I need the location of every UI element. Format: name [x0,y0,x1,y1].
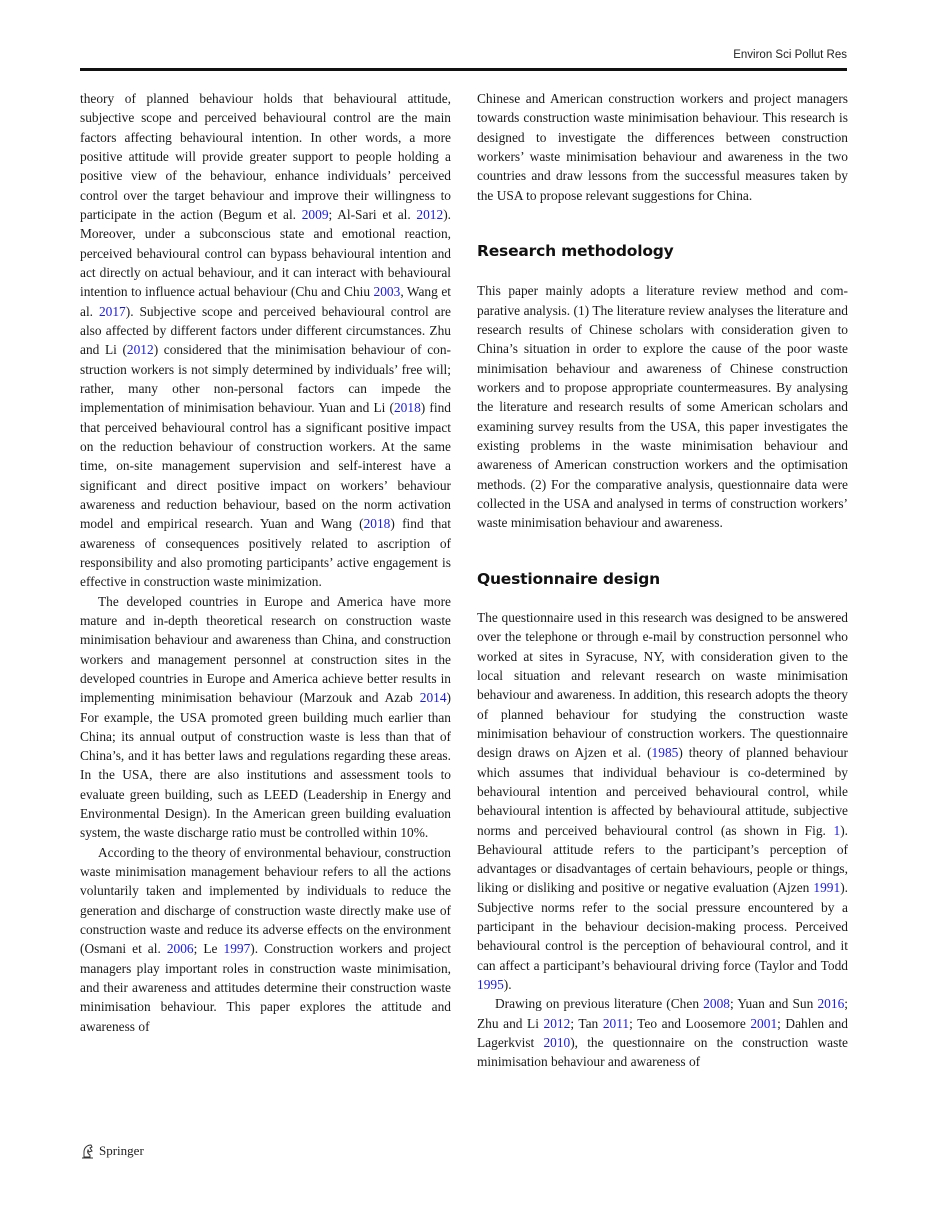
publisher-name: Springer [99,1143,144,1158]
paragraph: The developed countries in Europe and America have more mature and in-depth theoretical research on construction waste minimisation behaviour and awareness than China, and construction workers and management personnel at construction sites in the developed countries in Europe and America achieve better results in implementing minimisation behaviour (Marzouk and Azab 2014) For example, the USA promoted green building much earlier than China; its annual output of construction waste is less than that of China’s, and it has better laws and regulations regarding these areas. In the USA, there are also institutions and assessment tools to evaluate green building, such as LEED (Leadership in Energy and Environmental Design). In the American green building evaluation system, the waste discharge ratio must be controlled within 10%. [80,593,451,841]
paragraph: This paper mainly adopts a literature review method and comparative analysis. (1) The literature review analyses the literature and research results of Chinese scholars with consideration given to China’s situation in order to explore the cause of the poor waste minimisation behaviour and awareness of Chinese construction workers and to propose appropriate countermeasures. By analysing the literature and research results of some American scholars and examining survey results from the USA, this paper investigates the existing problems in the waste minimisation behaviour and awareness of American construction workers and the optimisation methods. (2) For the comparative analysis, questionnaire data were collected in the USA and analysed in terms of construction workers’ waste minimisation behaviour and awareness. [477,283,848,531]
springer-horse-icon [80,1143,96,1159]
paragraph: Chinese and American construction workers and project managers towards construction waste minimisation behaviour. This research is designed to investigate the differences between construction workers’ waste minimisation behaviour and awareness in the two countries and draw lessons from the successful measures taken by the USA to propose relevant suggestions for China. [477,91,848,203]
citation-link[interactable]: 1 [833,822,841,838]
citation-link[interactable]: 2016 [817,996,845,1012]
right-column [477,89,848,1072]
citation-link[interactable]: 2006 [166,941,194,957]
citation-link[interactable]: 2018 [363,516,391,532]
citation-link[interactable]: 2009 [301,206,329,222]
paragraph: According to the theory of environmental behaviour, construction waste minimisation management behaviour refers to all the actions voluntarily taken and implemented by individuals to reduce the generation and discharge of construction waste directly make use of construction waste and reduce its adverse effects on the environment (Osmani et al. 2006; Le 1997). Construction workers and project managers play important roles in construction waste minimisation, and their awareness and attitudes determine their construction waste minimisation behaviour. This paper explores the attitude and awareness of [80,844,451,1034]
citation-link[interactable]: 1995 [477,977,504,993]
citation-link[interactable]: 1985 [651,745,679,761]
citation-link[interactable]: 2001 [750,1015,778,1031]
citation-link[interactable]: 1991 [813,880,841,896]
citation-link[interactable]: 2011 [602,1015,630,1031]
section-heading-research-methodology: Research methodology [477,241,674,260]
citation-link[interactable]: 2012 [416,206,444,222]
citation-link[interactable]: 2010 [543,1035,571,1051]
paragraph: Drawing on previous literature (Chen 2008; Yuan and Sun 2016; Zhu and Li 2012; Tan 2011; Teo and Loosemore 2001; Dahlen and Lagerkvist 2010), the questionnaire on the construction waste minimisation behaviour and awareness of [477,996,849,1070]
citation-link[interactable]: 2012 [543,1015,571,1031]
header-rule [80,68,847,71]
journal-title: Environ Sci Pollut Res [733,49,847,61]
citation-link[interactable]: 2008 [703,996,730,1012]
paragraph: The questionnaire used in this research was designed to be answered over the telephone or through e-mail by construction personnel who worked at sites in Syracuse, NY, with consideration given to the local situation and relevant research on waste minimisation behaviour and awareness. In addition, this research adopts the theory of planned behaviour for studying the construction waste minimisation behaviour of construction workers. The questionnaire design draws on Ajzen et al. (1985) theory of planned behaviour which assumes that individual behaviour is co-determined by behavioural intention and perceived behavioural control, while behavioural intention is affected by behavioural attitude, subjective norms and perceived behavioural control (as shown in Fig. 1). Behavioural attitude refers to the participant’s perception of advantages or disadvantages of certain behaviours, people or things, liking or disliking and positive or negative evaluation (Ajzen 1991). Subjective norms refer to the social pressure encountered by a participant in the behaviour decision-making process. Perceived behavioural control is the perception of behavioural control, and it can affect a participant’s behavioural driving force (Taylor and Todd 1995). [477,609,848,993]
left-column [80,89,451,1036]
citation-link[interactable]: 1997 [223,941,251,957]
citation-link[interactable]: 2018 [393,400,421,416]
footer-publisher [80,1143,144,1159]
citation-link[interactable]: 2017 [98,303,126,319]
section-heading-questionnaire-design: Questionnaire design [477,569,660,588]
paragraph: theory of planned behaviour holds that behavioural attitude, subjective scope and perceived behavioural control are the main factors affecting behavioural intention. In other words, a more positive attitude will provide greater support to people holding a positive view of the behaviour, enhance individuals’ perceived control over the target behaviour and improve their willingness to participate in the action (Begum et al. 2009; Al-Sari et al. 2012). Moreover, under a subconscious state and emotional reaction, perceived behavioural control can bypass behavioural intention and act directly on actual behaviour, and it can interact with behavioural intention to influence actual behaviour (Chu and Chiu 2003, Wang et al. 2017). Subjective scope and perceived behavioural control are also affected by different factors under different circumstances. Zhu and Li (2012) considered that the minimisation behaviour of construction workers is not simply determined by individuals’ free will; rather, many other non-personal factors can impede the implementation of minimisation behaviour. Yuan and Li (2018) find that perceived behavioural control has a significant positive impact on the reduction behaviour of construction workers. At the same time, on-site management supervision and self-interest have a significant and direct positive impact on workers’ behaviour awareness and reduction behaviour, based on the norm activation model and empirical research. Yuan and Wang (2018) find that awareness of consequences positively related to ascription of responsibility and also promoting participants’ active engagement is effective in construction waste minimization. [80,91,451,590]
citation-link[interactable]: 2014 [419,690,447,706]
citation-link[interactable]: 2003 [373,284,401,300]
citation-link[interactable]: 2012 [126,342,154,358]
